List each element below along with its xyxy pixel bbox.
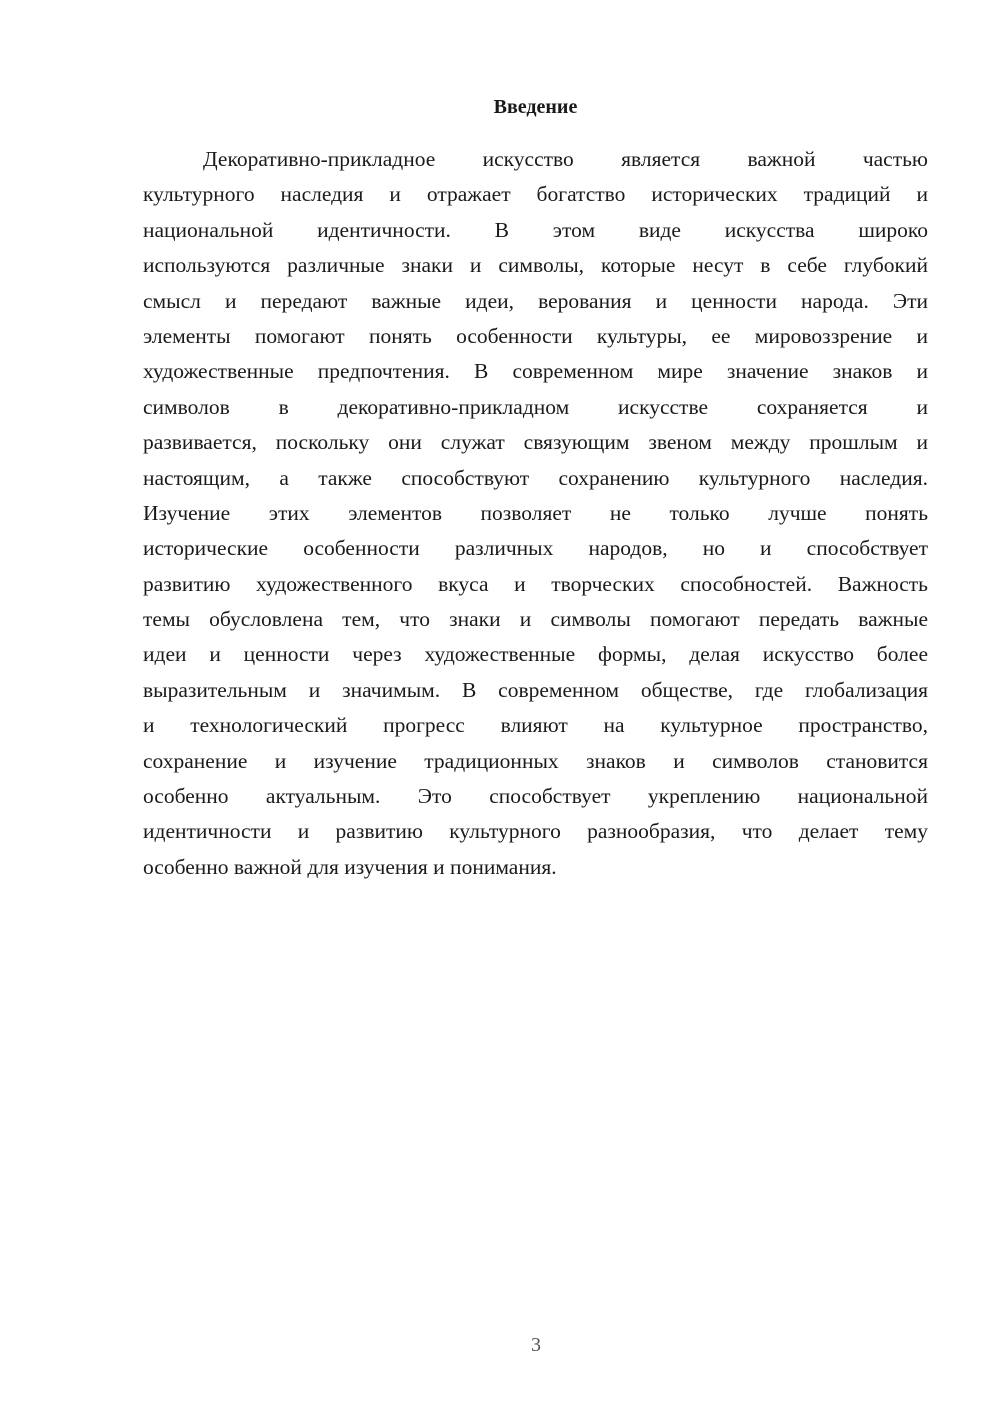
- paragraph-line: исторические особенности различных народов, но и способствует: [143, 536, 928, 561]
- body-paragraph: [143, 142, 928, 885]
- paragraph-line: национальной идентичности. В этом виде искусства широко: [143, 217, 928, 242]
- paragraph-line: особенно актуальным. Это способствует укреплению национальной: [143, 784, 928, 809]
- paragraph-line: смысл и передают важные идеи, верования и ценности народа. Эти: [143, 288, 928, 313]
- paragraph-line: особенно важной для изучения и понимания.: [143, 854, 557, 879]
- paragraph-line: идентичности и развитию культурного разнообразия, что делает тему: [143, 819, 928, 844]
- paragraph-line: развитию художественного вкуса и творческих способностей. Важность: [143, 571, 928, 596]
- paragraph-line: идеи и ценности через художественные формы, делая искусство более: [143, 642, 928, 667]
- paragraph-line: темы обусловлена тем, что знаки и символы помогают передать важные: [143, 607, 928, 632]
- paragraph-line: Изучение этих элементов позволяет не только лучше понять: [143, 500, 928, 525]
- paragraph-line: символов в декоративно-прикладном искусстве сохраняется и: [143, 394, 928, 419]
- paragraph-line: сохранение и изучение традиционных знаков и символов становится: [143, 748, 928, 773]
- page-number: 3: [531, 1334, 541, 1356]
- paragraph-line: культурного наследия и отражает богатство исторических традиций и: [143, 182, 928, 207]
- paragraph-line: используются различные знаки и символы, которые несут в себе глубокий: [143, 253, 928, 278]
- paragraph-line: художественные предпочтения. В современном мире значение знаков и: [143, 359, 928, 384]
- paragraph-line: элементы помогают понять особенности культуры, ее мировоззрение и: [143, 323, 928, 348]
- paragraph-line: выразительным и значимым. В современном обществе, где глобализация: [143, 677, 928, 702]
- paragraph-line: Декоративно-прикладное искусство является важной частью: [203, 147, 928, 171]
- paragraph-line: и технологический прогресс влияют на культурное пространство,: [143, 713, 928, 738]
- section-heading: Введение: [493, 96, 578, 118]
- paragraph-line: настоящим, а также способствуют сохранению культурного наследия.: [143, 465, 928, 490]
- paragraph-line: развивается, поскольку они служат связующим звеном между прошлым и: [143, 430, 928, 455]
